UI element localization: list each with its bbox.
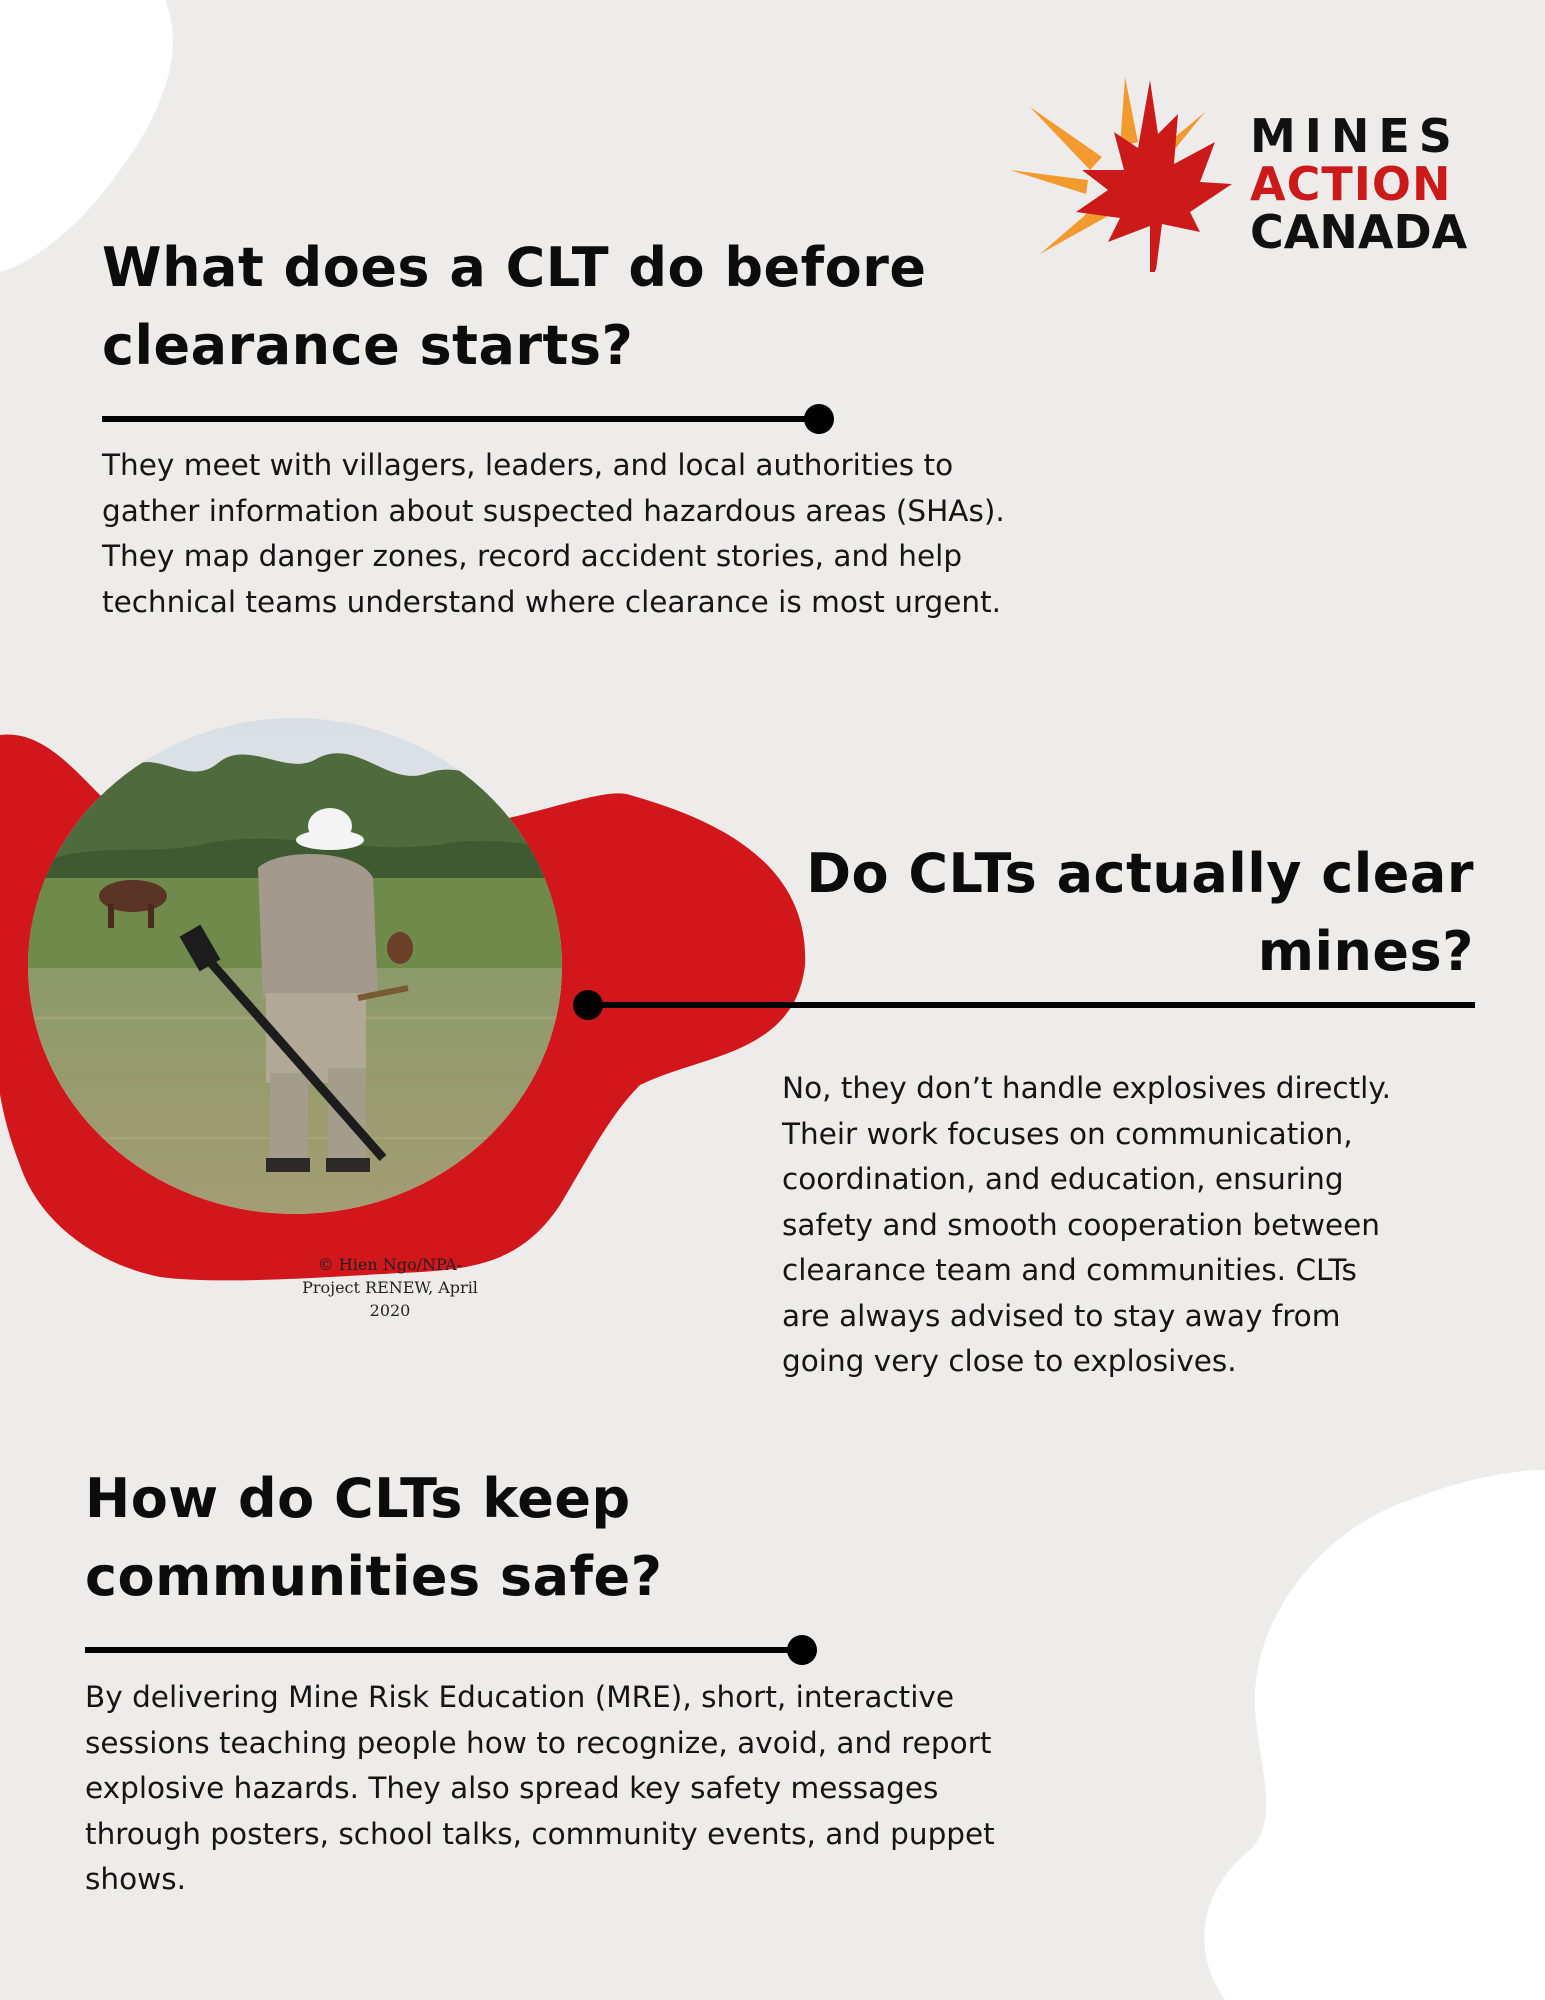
section1-divider xyxy=(102,416,822,422)
logo-wordmark xyxy=(1250,108,1467,260)
logo-line-action: ACTION xyxy=(1250,157,1452,211)
section2-heading xyxy=(806,835,1474,991)
section2-body xyxy=(782,1066,1391,1385)
photo-credit-line: © Hien Ngo/NPA- xyxy=(317,1255,463,1274)
section3-body-line: shows. xyxy=(85,1862,186,1896)
section2-body-line: are always advised to stay away from xyxy=(782,1298,1341,1333)
bottom-right-white-blob xyxy=(1170,1470,1545,2000)
section2-heading-line1: Do CLTs actually clear xyxy=(806,842,1474,905)
section1-heading xyxy=(102,229,927,385)
logo-line-mines: MINES xyxy=(1250,109,1461,163)
section3-body-line: sessions teaching people how to recognize, avoid, and report xyxy=(85,1725,992,1760)
maple-leaf-logo-icon xyxy=(1010,72,1240,277)
deminer-photo xyxy=(28,718,562,1214)
section2-body-line: going very close to explosives. xyxy=(782,1344,1237,1378)
section3-divider xyxy=(85,1647,805,1653)
section2-heading-line2: mines? xyxy=(1257,920,1474,983)
section3-heading xyxy=(85,1460,662,1616)
section3-heading-line2: communities safe? xyxy=(85,1545,663,1608)
photo-credit-line: 2020 xyxy=(369,1301,411,1320)
section1-body-line: technical teams understand where clearance is most urgent. xyxy=(102,584,1002,619)
section1-heading-line1: What does a CLT do before xyxy=(102,236,927,299)
section2-body-line: safety and smooth cooperation between xyxy=(782,1207,1380,1242)
section1-body-line: They map danger zones, record accident stories, and help xyxy=(102,539,963,573)
photo-credit-line: Project RENEW, April xyxy=(302,1278,478,1297)
section2-divider-dot xyxy=(573,990,603,1020)
section3-heading-line1: How do CLTs keep xyxy=(85,1467,631,1530)
section1-body-line: They meet with villagers, leaders, and local authorities to xyxy=(102,448,954,482)
section2-body-line: Their work focuses on communication, xyxy=(782,1116,1353,1151)
section1-heading-line2: clearance starts? xyxy=(102,314,634,377)
section3-body-line: through posters, school talks, community events, and puppet xyxy=(85,1816,995,1851)
section3-body xyxy=(85,1675,995,1903)
section2-body-line: No, they don’t handle explosives directly. xyxy=(782,1071,1391,1105)
section3-body-line: By delivering Mine Risk Education (MRE), short, interactive xyxy=(85,1680,955,1714)
section2-divider xyxy=(585,1002,1475,1008)
section3-body-line: explosive hazards. They also spread key safety messages xyxy=(85,1771,939,1805)
logo-line-canada: CANADA xyxy=(1250,205,1468,259)
section1-body xyxy=(102,443,1005,625)
section1-divider-dot xyxy=(804,404,834,434)
section2-body-line: clearance team and communities. CLTs xyxy=(782,1253,1357,1287)
section3-divider-dot xyxy=(787,1635,817,1665)
section1-body-line: gather information about suspected hazardous areas (SHAs). xyxy=(102,493,1005,528)
section2-body-line: coordination, and education, ensuring xyxy=(782,1162,1344,1196)
photo-credit xyxy=(270,1253,510,1322)
